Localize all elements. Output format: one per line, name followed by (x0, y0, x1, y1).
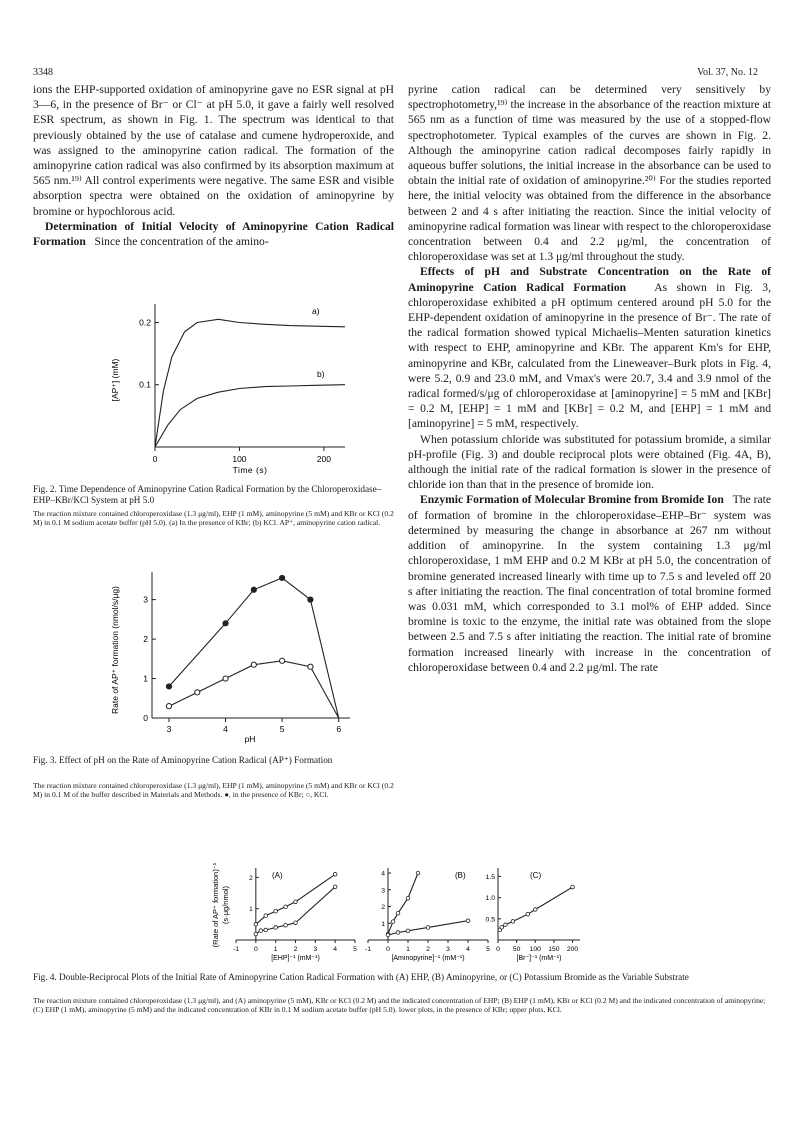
paragraph-ph-effects (408, 264, 771, 431)
y-tick-label: 0.2 (139, 317, 151, 328)
x-tick-label: 100 (529, 946, 541, 953)
paragraph-text: Since the concentration of the amino- (94, 235, 269, 249)
figure-3-caption: Fig. 3. Effect of pH on the Rate of Aminopyrine Cation Radical (AP⁺) Formation (33, 755, 333, 765)
series-line (388, 873, 418, 934)
x-tick-label: 5 (486, 946, 490, 953)
figure-4-note: The reaction mixture contained chloroperoxidase (1.3 μg/ml), and (A) aminopyrine (5 mM), KBr or KCl (0.2 M) and the indicated concentration of EHP; (B) EHP (1 mM), KBr or KCl (0.2 M) and the indicated concentration of aminopyrine; (C) EHP (1 mM), aminopyrine (5 mM) and the indicated concentration of KBr in 0.1 M sodium acetate buffer (pH 5.0). lower plots, in the presence of KBr; upper plots, KCl. (33, 996, 766, 1015)
data-point (254, 932, 258, 936)
data-point (533, 908, 537, 912)
x-tick-label: 100 (232, 454, 247, 464)
figure-4-caption: Fig. 4. Double-Reciprocal Plots of the Initial Rate of Aminopyrine Cation Radical Formation with (A) EHP, (B) Aminopyrine, or (C) Potassium Bromide as the Variable Substrate (33, 972, 689, 982)
x-tick-label: 3 (446, 946, 450, 953)
data-point (280, 575, 285, 580)
figure-3-note: The reaction mixture contained chloroperoxidase (1.3 μg/ml), EHP (1 mM), aminopyrine (5 mM) and KBr or KCl (0.2 M) in 0.1 M of the buffer described in Materials and Methods. ●, in the presence of KBr; ○, KCl. (33, 781, 394, 800)
x-tick-label: 4 (333, 946, 338, 953)
data-point (259, 929, 263, 933)
data-point (294, 921, 298, 925)
data-point (466, 919, 470, 923)
series-line (155, 385, 345, 447)
x-tick-label: 3 (166, 724, 172, 734)
y-tick-label: 1 (249, 906, 253, 914)
data-point (396, 911, 400, 915)
figure-3-chart (100, 560, 360, 750)
y-tick-label: 4 (381, 870, 385, 878)
figure-4-chart (210, 860, 590, 968)
data-point (223, 676, 228, 681)
x-tick-label: 1 (273, 946, 278, 953)
data-point (280, 658, 285, 663)
y-axis-label: (Rate of AP⁺ formation)⁻¹ (211, 862, 220, 948)
data-point (386, 933, 390, 937)
x-axis-label: Time (s) (232, 465, 268, 475)
data-point (526, 912, 530, 916)
data-point (571, 885, 575, 889)
y-tick-label: 3 (143, 594, 148, 605)
data-point (333, 885, 337, 889)
journal-reference: Vol. 37, No. 12 (697, 67, 758, 78)
x-tick-label: 5 (353, 946, 357, 953)
y-tick-label: 0.1 (139, 379, 151, 390)
x-tick-label: 150 (548, 946, 560, 953)
data-point (416, 871, 420, 875)
y-tick-label: 2 (249, 874, 253, 882)
x-tick-label: 6 (336, 724, 342, 734)
data-point (195, 690, 200, 695)
x-tick-label: -1 (232, 946, 240, 953)
x-tick-label: 5 (279, 724, 285, 734)
data-point (251, 662, 256, 667)
y-tick-label: 3 (381, 887, 385, 895)
y-tick-label: 2 (143, 634, 148, 645)
x-axis-label: [Br⁻]⁻¹ (mM⁻¹) (516, 955, 562, 962)
y-tick-label: 1.0 (485, 895, 495, 903)
data-point (294, 900, 298, 904)
y-tick-label: 0 (143, 713, 148, 723)
paragraph-initial-velocity (33, 219, 394, 249)
panel-label: (C) (530, 871, 542, 880)
x-tick-label: 1 (406, 946, 410, 953)
data-point (308, 597, 313, 602)
panel-label: (A) (272, 871, 283, 880)
y-tick-label: 1 (143, 673, 148, 684)
left-column (33, 82, 394, 249)
x-tick-label: 2 (293, 946, 298, 953)
data-point (391, 920, 395, 924)
figure-2-note: The reaction mixture contained chloroperoxidase (1.3 μg/ml), EHP (1 mM), aminopyrine (5 mM) and KBr or KCl (0.2 M) in 0.1 M sodium acetate buffer (pH 5.0). (a) In the presence of KBr; (b) KCl. AP⁺, aminopyrine cation radical. (33, 509, 394, 528)
page-number: 3348 (33, 67, 53, 78)
data-point (511, 920, 515, 924)
x-axis-label: [Aminopyrine]⁻¹ (mM⁻¹) (391, 955, 465, 962)
y-tick-label: 1.5 (485, 873, 495, 881)
data-point (284, 923, 288, 927)
series-label-b: b) (317, 369, 325, 379)
paragraph-esr: ions the EHP-supported oxidation of aminopyrine gave no ESR signal at pH 3—6, in the presence of Br⁻ or Cl⁻ at pH 5.0, it gave a fairly well resolved ESR spectrum, as shown in Fig. 1. The spectrum was identical to that previously obtained by the use of catalase and cumene hydroperoxide, and was assigned to the aminopyrine cation radical. The formation of the aminopyrine cation radical was also confirmed by its absorption maximum at 565 nm.¹⁹⁾ All control experiments were negative. The same ESR and visible absorption spectra were obtained on the oxidation of aminopyrine by bromine or hypochlorous acid. (33, 83, 394, 218)
panel-label: (B) (455, 871, 466, 880)
data-point (166, 704, 171, 709)
x-tick-label: 0 (496, 946, 500, 953)
y-axis-label: [AP⁺] (mM) (110, 358, 120, 402)
data-point (406, 929, 410, 933)
x-tick-label: 0 (152, 454, 158, 464)
data-point (406, 896, 410, 900)
y-axis-label: Rate of AP⁺ formation (nmol/s/μg) (110, 586, 120, 714)
x-tick-label: 50 (512, 946, 521, 953)
series-line (256, 887, 335, 934)
y-axis-label: (s·μg/nmol) (221, 885, 230, 925)
y-tick-label: 2 (381, 904, 385, 912)
data-point (284, 905, 288, 909)
data-point (264, 928, 268, 932)
x-tick-label: 0 (386, 946, 390, 953)
paragraph-text: As shown in Fig. 3, chloroperoxidase exhibited a pH optimum centered around pH 5.0 for the EHP-dependent oxidation of aminopyrine in the presence of Br⁻. The rate of the radical formation showed typical Michaelis–Menten saturation kinetics with respect to EHP, aminopyrine and KBr. The apparent Km's for EHP, aminopyrine and KBr, calculated from the Lineweaver–Burk plots in Fig. 4, were 5.2, 0.9 and 23.0 mM, and Vmax's were 20.7, 3.4 and 3.9 nmol of the radical formed/s/μg of chloroperoxidase at [aminopyrine] = 5 mM and [KBr] = 0.2 M, [EHP] = 1 mM and [KBr] = 0.2 M, and [EHP] = 1 mM and [aminopyrine] = 5 mM, respectively. (408, 280, 771, 431)
data-point (264, 914, 268, 918)
x-tick-label: 3 (313, 946, 318, 953)
paragraph-stopped-flow: pyrine cation radical can be determined very sensitively by spectrophotometry,¹⁹⁾ the increase in the absorbance of the reaction mixture at 565 nm as a function of time was measured by the use of a stopped-flow spectrophotometer. Typical examples of the curves are shown in Fig. 2. Although the aminopyrine cation radical decomposes fairly rapidly in aqueous buffer solutions, the initial increase in the absorbance can be used to obtain the initial rate of oxidation of aminopyrine.²⁰⁾ For the studies reported here, the initial velocity was obtained from the difference in the absorbance between 2 and 4 s after initiating the reaction. Since the initial velocity of aminopyrine radical formation was linear with respect to the chloroperoxidase concentration between 0.4 and 2.2 μg/ml, the concentration of chloroperoxidase was set at 1.3 μg/ml throughout the study. (408, 83, 771, 264)
y-tick-label: 1 (381, 920, 385, 928)
data-point (166, 684, 171, 689)
data-point (396, 931, 400, 935)
x-axis-label: [EHP]⁻¹ (mM⁻¹) (271, 955, 320, 962)
series-line (256, 874, 335, 924)
x-tick-label: 4 (223, 724, 228, 734)
y-tick-label: 0.5 (485, 916, 495, 924)
data-point (426, 926, 430, 930)
paragraph-bromine (408, 492, 771, 674)
data-point (251, 587, 256, 592)
x-tick-label: 0 (253, 946, 258, 953)
data-point (274, 909, 278, 913)
x-tick-label: 200 (316, 454, 331, 464)
section-heading: Enzymic Formation of Molecular Bromine from Bromide Ion (420, 493, 724, 507)
data-point (274, 926, 278, 930)
series-label-a: a) (312, 306, 320, 316)
data-point (254, 923, 258, 927)
x-tick-label: -1 (364, 946, 372, 953)
right-column (408, 82, 771, 675)
section-heading: Effects of pH and Substrate Concentration on the Rate of Aminopyrine Cation Radical Formation (408, 265, 771, 294)
x-axis-label: pH (244, 734, 256, 744)
data-point (333, 872, 337, 876)
series-line (169, 661, 339, 718)
figure-2-caption: Fig. 2. Time Dependence of Aminopyrine Cation Radical Formation by the Chloroperoxidase–EHP–KBr/KCl System at pH 5.0 (33, 484, 382, 506)
x-tick-label: 2 (426, 946, 430, 953)
x-tick-label: 200 (566, 946, 579, 953)
paragraph-kcl: When potassium chloride was substituted for potassium bromide, a similar pH-profile (Fig. 3) and double reciprocal plots were obtained (Fig. 4A, B), although the initial rate of the radical formation is slower in the presence of chloride ion than that in the presence of bromide ion. (408, 432, 771, 492)
data-point (308, 664, 313, 669)
data-point (500, 925, 504, 929)
section-heading: Determination of Initial Velocity of Aminopyrine Cation Radical Formation (33, 219, 394, 249)
data-point (504, 923, 508, 927)
paragraph-text: The rate of formation of bromine in the chloroperoxidase–EHP–Br⁻ system was determined by measuring the change in absorbance at 267 nm without addition of aminopyrine. In the system containing 1.3 μg/ml chloroperoxidase, 1 mM EHP and 0.2 M KBr at pH 5.0, the concentration of bromine generated increased linearly with time up to 7.5 s and leveled off 20 s after initiating the reaction. The final concentration of total bromine formed was 0.031 mM, which corresponded to 3.1 mol% of EHP added. Since bromine is toxic to the enzyme, the initial rate was obtained from the slope between 2.5 and 7.5 s after initiating the reaction. The initial rate of bromine formation increased linearly with increase in the concentration of chloroperoxidase between 0.4 and 2.2 μg/ml. The rate (408, 493, 772, 674)
series-line (155, 319, 345, 447)
x-tick-label: 4 (466, 946, 470, 953)
data-point (223, 621, 228, 626)
figure-2-chart (100, 292, 360, 477)
